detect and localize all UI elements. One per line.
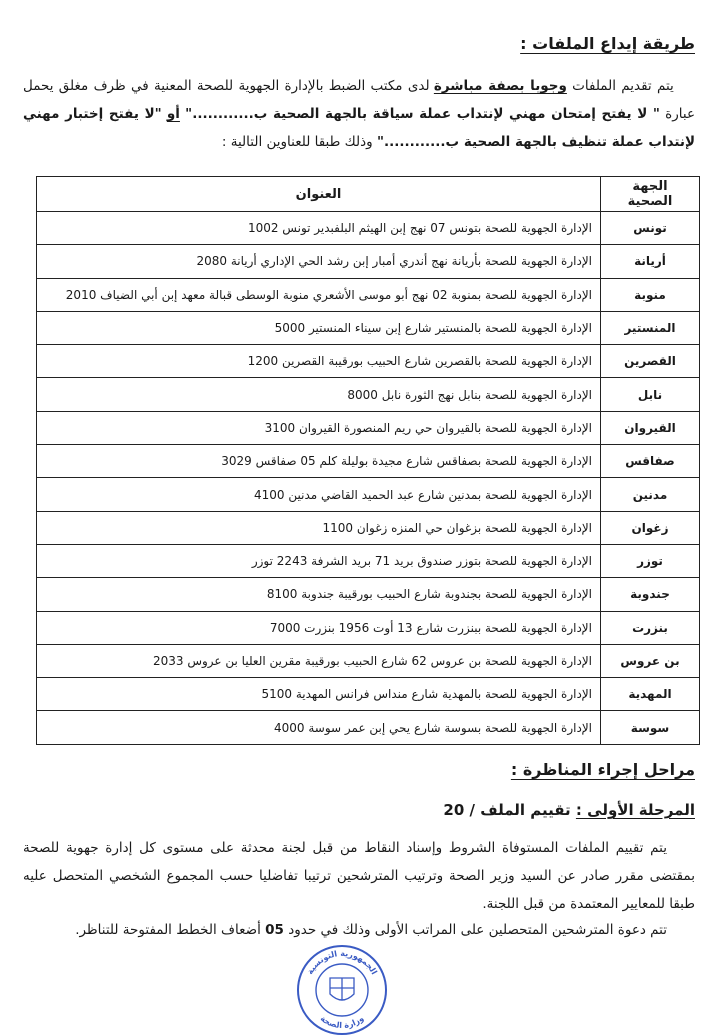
filing-quote-1: " لا يفتح إمتحان مهني لإنتداب عملة سياقة بالجهة الصحية ب............" [185, 106, 660, 122]
region-cell: توزر [601, 544, 700, 577]
address-cell: الإدارة الجهوية للصحة بمدنين شارع عبد الحميد القاضي مدنين 4100 [37, 478, 601, 511]
region-cell: سوسة [601, 711, 700, 744]
address-cell: الإدارة الجهوية للصحة بن عروس 62 شارع الحبيب بورقيبة مقرين العليا بن عروس 2033 [37, 644, 601, 677]
table-row [37, 578, 700, 611]
address-cell: الإدارة الجهوية للصحة ببنزرت شارع 13 أوت 1956 بنزرت 7000 [37, 611, 601, 644]
address-cell: الإدارة الجهوية للصحة بسوسة شارع يحي إبن عمر سوسة 4000 [37, 711, 601, 744]
stamp-emblem [330, 978, 354, 1000]
filing-paragraph [23, 72, 695, 156]
invite-text-a: تتم دعوة المترشحين المتحصلين على المراتب الأولى وذلك في حدود [283, 922, 667, 938]
filing-text: يتم تقديم الملفات [566, 78, 674, 94]
stage1-heading [23, 796, 695, 824]
region-cell: القيروان [601, 411, 700, 444]
table-row [37, 445, 700, 478]
region-cell: المهدية [601, 678, 700, 711]
invite-number: 05 [265, 922, 284, 938]
stages-heading: مراحل إجراء المناظرة : [510, 760, 695, 779]
table-row [37, 278, 700, 311]
stage1-score: / 20 [443, 801, 475, 819]
region-cell: صفاقس [601, 445, 700, 478]
region-cell: منوبة [601, 278, 700, 311]
filing-quote-2: "لا يفتح إختبار مهني لإنتداب عملة تنظيف بالجهة الصحية ب............" [23, 106, 695, 150]
region-cell: زغوان [601, 511, 700, 544]
filing-emphasis: وجوبا بصفة مباشرة [433, 78, 567, 94]
table-row [37, 245, 700, 278]
region-cell: نابل [601, 378, 700, 411]
table-row [37, 478, 700, 511]
table-row [37, 644, 700, 677]
table-row [37, 411, 700, 444]
address-cell: الإدارة الجهوية للصحة بصفاقس شارع مجيدة بوليلة كلم 05 صفاقس 3029 [37, 445, 601, 478]
stamp-top-text: الجمهورية التونسية [305, 948, 379, 977]
stage1-title: تقييم الملف [480, 801, 571, 819]
region-cell: أريانة [601, 245, 700, 278]
table-row [37, 678, 700, 711]
address-cell: الإدارة الجهوية للصحة بالمنستير شارع إبن سيناء المنستير 5000 [37, 311, 601, 344]
address-cell: الإدارة الجهوية للصحة بأريانة نهج أندري أمبار إبن رشد الحي الإداري أريانة 2080 [37, 245, 601, 278]
address-cell: الإدارة الجهوية للصحة بالمهدية شارع منداس فرانس المهدية 5100 [37, 678, 601, 711]
table-row [37, 378, 700, 411]
ministry-stamp-icon [296, 944, 388, 1036]
address-cell: الإدارة الجهوية للصحة بالقيروان حي ريم المنصورة القيروان 3100 [37, 411, 601, 444]
region-cell: بن عروس [601, 644, 700, 677]
address-cell: الإدارة الجهوية للصحة بمنوبة 02 نهج أبو موسى الأشعري منوبة الوسطى قبالة معهد إبن أبي الضياف 2010 [37, 278, 601, 311]
region-cell: المنستير [601, 311, 700, 344]
address-cell: الإدارة الجهوية للصحة بتوزر صندوق بريد 71 بريد الشرفة 2243 توزر [37, 544, 601, 577]
address-cell: الإدارة الجهوية للصحة بنابل نهج الثورة نابل 8000 [37, 378, 601, 411]
addresses-table [36, 176, 700, 745]
region-cell: جندوبة [601, 578, 700, 611]
address-cell: الإدارة الجهوية للصحة بالقصرين شارع الحبيب بورقيبة القصرين 1200 [37, 345, 601, 378]
region-cell: بنزرت [601, 611, 700, 644]
table-row [37, 212, 700, 245]
address-cell: الإدارة الجهوية للصحة بتونس 07 نهج إبن الهيثم البلفبدير تونس 1002 [37, 212, 601, 245]
header-address: العنوان [37, 177, 601, 212]
invite-paragraph [23, 916, 695, 944]
table-row [37, 511, 700, 544]
table-row [37, 544, 700, 577]
filing-or: أو [166, 106, 180, 122]
region-cell: القصرين [601, 345, 700, 378]
table-row [37, 311, 700, 344]
filing-tail: وذلك طبقا للعناوين التالية : [221, 134, 377, 150]
table-row [37, 711, 700, 744]
filing-text-rest: لدى مكتب الضبط بالإدارة الجهوية للصحة المعنية في ظرف مغلق يحمل عبارة [23, 78, 695, 122]
region-cell: تونس [601, 212, 700, 245]
table-row [37, 611, 700, 644]
region-cell: مدنين [601, 478, 700, 511]
stamp-bottom-text: وزارة الصحة [318, 1013, 366, 1031]
table-header-row [37, 177, 700, 212]
filing-heading: طريقة إيداع الملفات : [520, 34, 695, 53]
address-cell: الإدارة الجهوية للصحة بجندوبة شارع الحبيب بورقيبة جندوبة 8100 [37, 578, 601, 611]
address-cell: الإدارة الجهوية للصحة بزغوان حي المنزه زغوان 1100 [37, 511, 601, 544]
stage1-label: المرحلة الأولى : [575, 801, 695, 819]
header-region: الجهة الصحية [601, 177, 700, 212]
invite-text-b: أضعاف الخطط المفتوحة للتناظر. [75, 922, 266, 938]
stage1-paragraph: يتم تقييم الملفات المستوفاة الشروط وإسناد النقاط من قبل لجنة محدثة على مستوى كل إدارة جهوية للصحة بمقتضى مقرر صادر عن السيد وزير الصحة وترتيب المترشحين ترتيبا تفاضليا حسب المجموع الشخصي المتحصل عليه طبقا للمعايير المعتمدة من قبل اللجنة. [23, 840, 695, 912]
table-row [37, 345, 700, 378]
